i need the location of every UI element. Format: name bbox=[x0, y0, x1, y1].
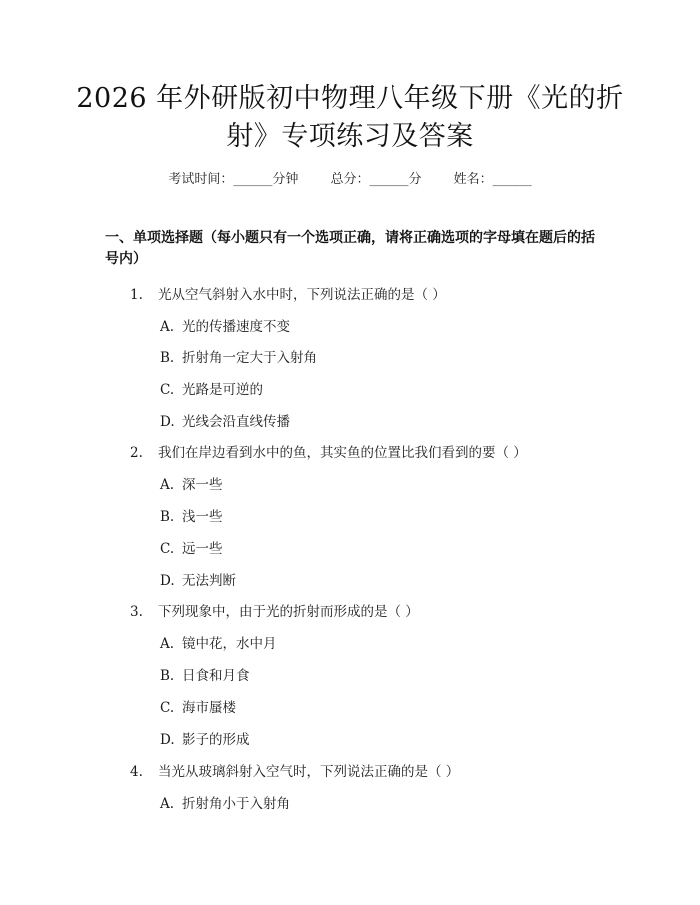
option-2b bbox=[160, 505, 223, 525]
option-1c bbox=[160, 378, 263, 398]
option-text: 海市蜃楼 bbox=[182, 700, 236, 716]
question-1 bbox=[130, 283, 446, 303]
question-text: 光从空气斜射入水中时，下列说法正确的是（ ） bbox=[158, 287, 446, 303]
option-letter: A. bbox=[160, 796, 175, 812]
exam-score: 总分：______分 bbox=[330, 172, 422, 187]
option-text: 镜中花，水中月 bbox=[182, 636, 277, 652]
student-name: 姓名：______ bbox=[453, 172, 532, 187]
page-title bbox=[70, 80, 630, 156]
option-letter: B. bbox=[160, 668, 175, 684]
option-letter: C. bbox=[160, 541, 175, 557]
option-2c bbox=[160, 537, 223, 557]
option-4a bbox=[160, 792, 290, 812]
option-text: 浅一些 bbox=[182, 509, 223, 525]
option-letter: D. bbox=[160, 732, 175, 748]
option-text: 折射角小于入射角 bbox=[182, 796, 290, 812]
option-text: 无法判断 bbox=[182, 573, 236, 589]
question-3 bbox=[130, 600, 419, 620]
option-3c bbox=[160, 696, 236, 716]
option-2d bbox=[160, 569, 236, 589]
option-letter: A. bbox=[160, 636, 175, 652]
option-letter: D. bbox=[160, 414, 175, 430]
question-text: 当光从玻璃斜射入空气时，下列说法正确的是（ ） bbox=[158, 764, 460, 780]
option-letter: A. bbox=[160, 319, 175, 335]
option-text: 光线会沿直线传播 bbox=[182, 414, 290, 430]
option-text: 影子的形成 bbox=[182, 732, 250, 748]
option-text: 远一些 bbox=[182, 541, 223, 557]
question-number: 3. bbox=[130, 604, 143, 620]
question-2 bbox=[130, 441, 527, 461]
option-text: 折射角一定大于入射角 bbox=[182, 350, 317, 366]
option-text: 深一些 bbox=[182, 477, 223, 493]
option-text: 日食和月食 bbox=[182, 668, 250, 684]
question-number: 4. bbox=[130, 764, 143, 780]
option-3d bbox=[160, 728, 250, 748]
option-3a bbox=[160, 632, 277, 652]
option-letter: C. bbox=[160, 700, 175, 716]
question-number: 1. bbox=[130, 287, 143, 303]
option-1a bbox=[160, 315, 290, 335]
question-number: 2. bbox=[130, 445, 143, 461]
question-text: 下列现象中，由于光的折射而形成的是（ ） bbox=[158, 604, 419, 620]
option-letter: C. bbox=[160, 382, 175, 398]
question-4 bbox=[130, 760, 459, 780]
question-text: 我们在岸边看到水中的鱼，其实鱼的位置比我们看到的要（ ） bbox=[158, 445, 527, 461]
option-1b bbox=[160, 346, 317, 366]
option-3b bbox=[160, 664, 250, 684]
option-letter: D. bbox=[160, 573, 175, 589]
exam-time: 考试时间：______分钟 bbox=[168, 172, 299, 187]
option-2a bbox=[160, 473, 223, 493]
option-letter: A. bbox=[160, 477, 175, 493]
exam-info bbox=[0, 168, 700, 187]
option-text: 光的传播速度不变 bbox=[182, 319, 290, 335]
option-text: 光路是可逆的 bbox=[182, 382, 263, 398]
option-1d bbox=[160, 410, 290, 430]
option-letter: B. bbox=[160, 509, 175, 525]
option-letter: B. bbox=[160, 350, 175, 366]
title-line-2: 射》专项练习及答案 bbox=[226, 121, 474, 152]
title-line-1: 2026 年外研版初中物理八年级下册《光的折 bbox=[76, 83, 624, 114]
section-heading: 一、单项选择题（每小题只有一个选项正确，请将正确选项的字母填在题后的括号内） bbox=[105, 230, 595, 267]
